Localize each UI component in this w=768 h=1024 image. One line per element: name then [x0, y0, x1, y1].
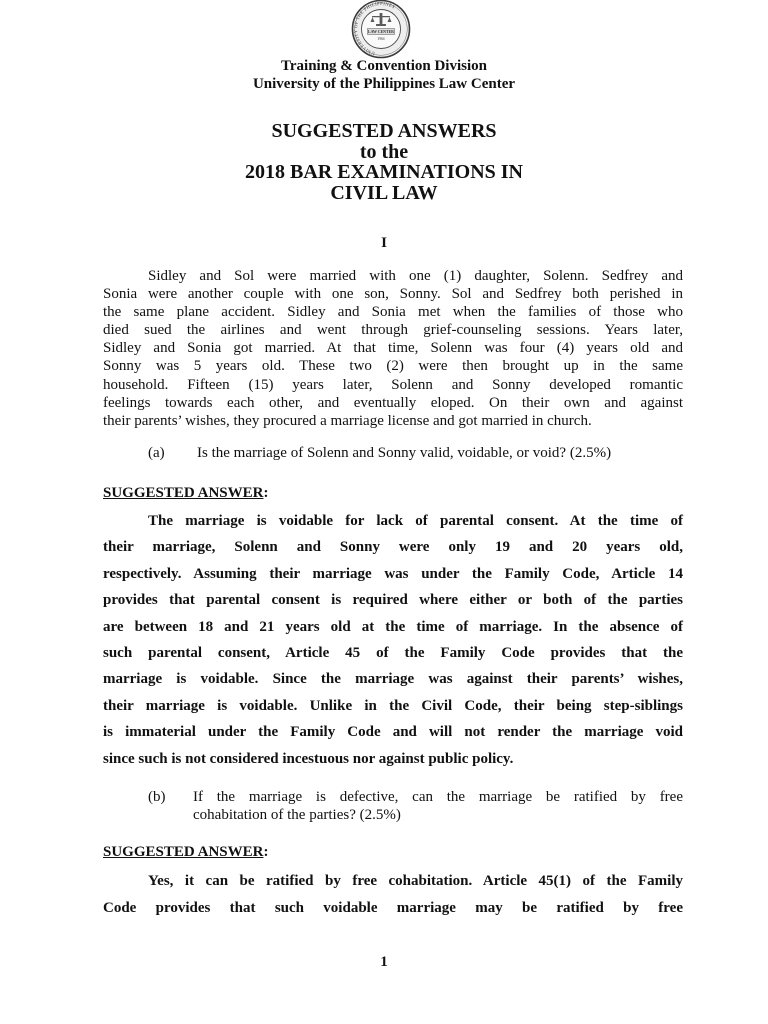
answer-a-line: since such is not considered incestuous nor against public policy. — [103, 750, 514, 767]
title-line-3: 2018 BAR EXAMINATIONS IN — [245, 161, 523, 184]
page-number: 1 — [380, 954, 388, 970]
question-a-text: Is the marriage of Solenn and Sonny valid, voidable, or void? (2.5%) — [197, 445, 612, 461]
facts-line: Sidley and Sol were married with one (1) daughter, Solenn. Sedfrey and — [148, 268, 683, 284]
facts-line: feelings towards each other, and eventually eloped. On their own and against — [103, 394, 683, 411]
answer-b-line: Yes, it can be ratified by free cohabitation. Article 45(1) of the Family — [148, 873, 683, 889]
seal-center-text: LAW CENTER — [368, 30, 394, 34]
division-name: Training & Convention Division — [280, 58, 487, 74]
answer-a-line: marriage is voidable. Since the marriage was against their parents’ wishes, — [103, 671, 683, 688]
answer-a-line: such parental consent, Article 45 of the Family Code provides that the — [103, 645, 683, 662]
facts-line: their parents’ wishes, they procured a marriage license and got married in church. — [103, 412, 592, 429]
section-number: I — [381, 235, 387, 251]
title-line-2: to the — [359, 140, 409, 163]
university-seal — [349, 0, 413, 60]
question-a — [148, 444, 683, 462]
facts-line: died sued the airlines and went through grief-counseling sessions. Years later, — [103, 322, 683, 339]
answer-a-line: their marriage is voidable. Unlike in the Civil Code, their being step-siblings — [103, 697, 683, 714]
institution-name: University of the Philippines Law Center — [252, 76, 516, 92]
facts-paragraph — [103, 267, 683, 430]
answer-a-heading-label: SUGGESTED ANSWER — [103, 485, 264, 501]
answer-a-line: provides that parental consent is required where either or both of the parties — [103, 592, 683, 609]
answer-a-line: are between 18 and 21 years old at the time of marriage. In the absence of — [103, 618, 683, 635]
answer-a-line: The marriage is voidable for lack of parental consent. At the time of — [148, 513, 683, 529]
facts-line: the same plane accident. Sidley and Sonia met when the families of those who — [103, 304, 683, 321]
facts-line: Sonia were another couple with one son, Sonny. Sol and Sedfrey both perished in — [103, 286, 683, 303]
document-header — [0, 57, 768, 93]
answer-b-heading — [103, 843, 268, 861]
answer-a-paragraph — [103, 508, 683, 772]
question-b-text — [193, 788, 683, 824]
document-title — [0, 121, 768, 204]
answer-b-heading-colon: : — [263, 844, 269, 860]
question-a-label: (a) — [148, 445, 165, 461]
facts-line: Sonny was 5 years old. These two (2) were then brought up in the same — [103, 358, 683, 375]
facts-line: household. Fifteen (15) years later, Solenn and Sonny developed romantic — [103, 376, 683, 393]
answer-b-line: Code provides that such voidable marriage may be ratified by free — [103, 900, 683, 916]
answer-a-line: their marriage, Solenn and Sonny were only 19 and 20 years old, — [103, 539, 683, 556]
seal-ring-textpath: UNIVERSITY OF THE PHILIPPINES — [352, 0, 397, 57]
answer-a-heading — [103, 484, 268, 502]
title-line-4: CIVIL LAW — [330, 182, 438, 205]
seal-year: 1964 — [377, 37, 385, 41]
question-b — [148, 788, 683, 824]
answer-a-line: is immaterial under the Family Code and will not render the marriage void — [103, 724, 683, 741]
facts-line: Sidley and Sonia got married. At that time, Solenn was four (4) years old and — [103, 340, 683, 357]
question-b-label: (b) — [148, 789, 166, 805]
title-line-1: SUGGESTED ANSWERS — [271, 120, 497, 142]
answer-a-heading-colon: : — [263, 485, 269, 501]
question-b-line: If the marriage is defective, can the marriage be ratified by free — [193, 789, 683, 805]
answer-b-paragraph — [103, 868, 683, 922]
question-b-line: cohabitation of the parties? (2.5%) — [193, 807, 401, 823]
answer-a-line: respectively. Assuming their marriage was under the Family Code, Article 14 — [103, 565, 683, 582]
answer-b-heading-label: SUGGESTED ANSWER — [103, 844, 264, 860]
